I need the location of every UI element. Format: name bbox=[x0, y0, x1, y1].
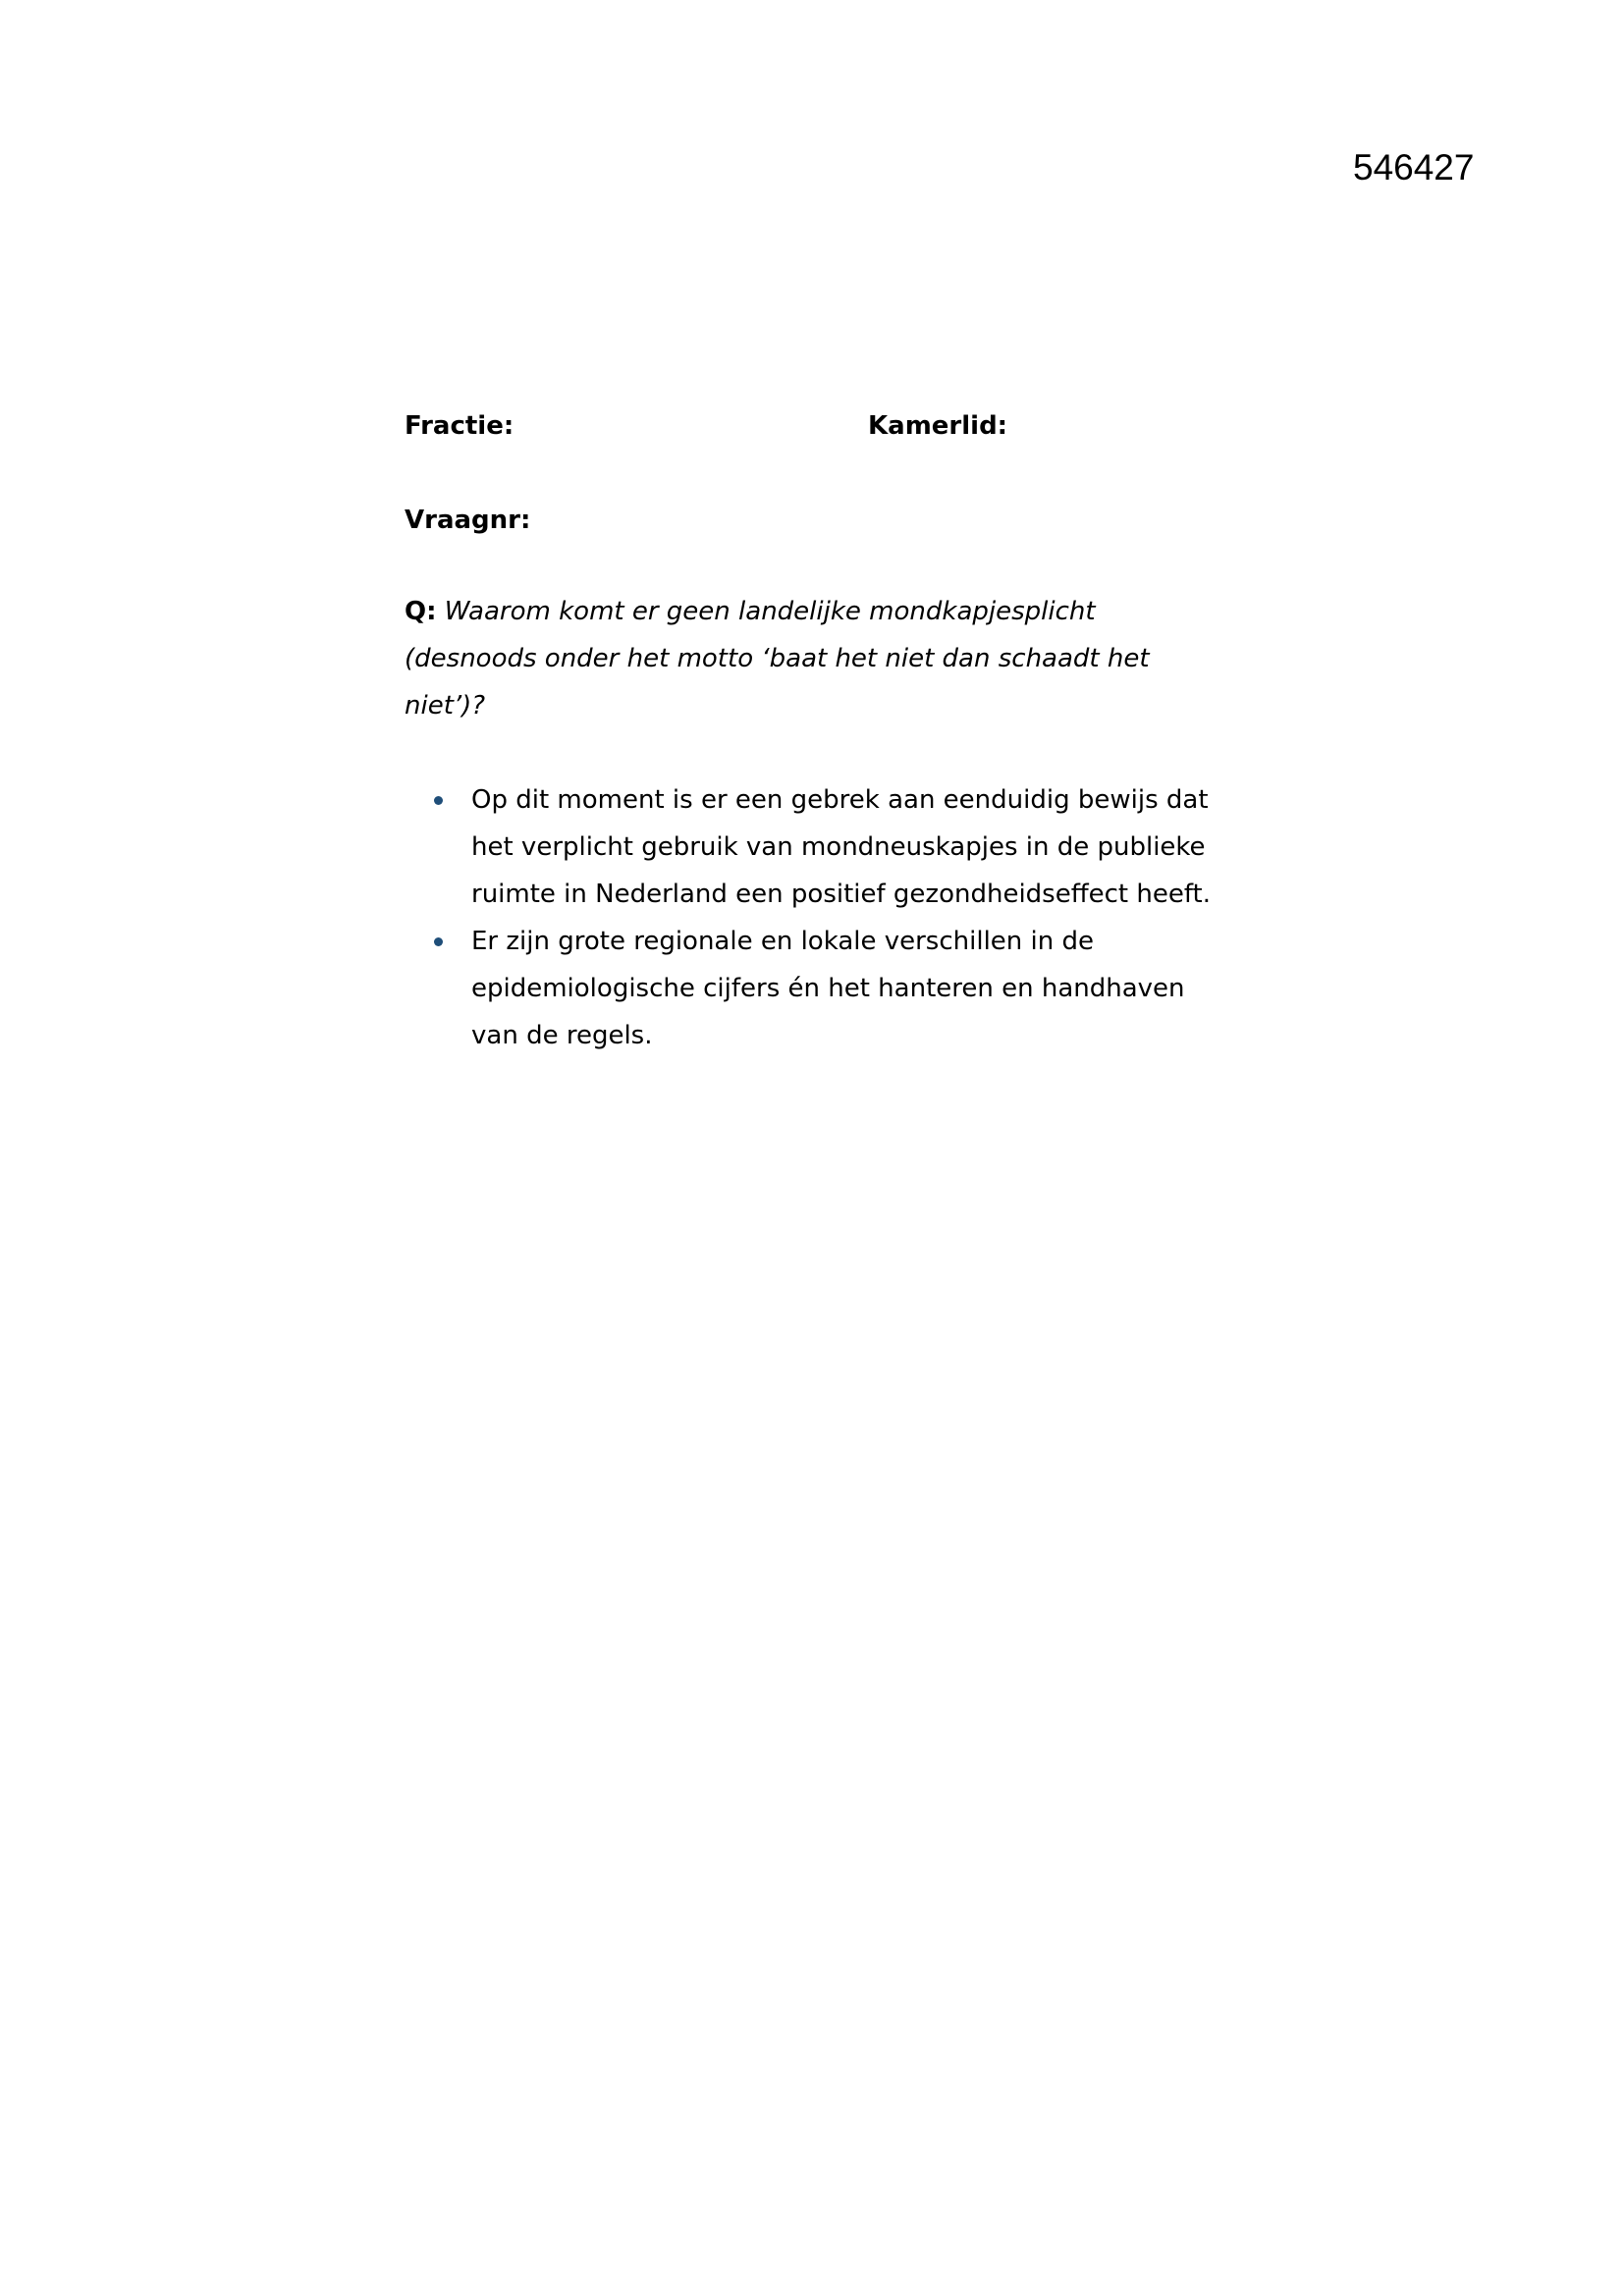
question-label: Q: bbox=[405, 597, 437, 626]
fractie-label: Fractie: bbox=[405, 411, 514, 441]
meta-row bbox=[405, 402, 1229, 450]
document-number: 546427 bbox=[1353, 147, 1475, 187]
kamerlid-label: Kamerlid: bbox=[868, 411, 1008, 441]
question-text: Waarom komt er geen landelijke mondkapjesplicht (desnoods onder het motto ‘baat het niet dan schaadt het niet’)? bbox=[405, 597, 1150, 721]
bullet-icon bbox=[434, 796, 443, 805]
bullet-icon bbox=[434, 937, 443, 946]
answer-text: Op dit moment is er een gebrek aan eenduidig bewijs dat het verplicht gebruik van mondneuskapjes in de publieke ruimte in Nederland een positief gezondheidseffect heeft. bbox=[471, 785, 1211, 909]
answer-item bbox=[405, 918, 1229, 1059]
document-body bbox=[405, 402, 1229, 1059]
question bbox=[405, 588, 1229, 729]
answer-list bbox=[405, 776, 1229, 1059]
answer-text: Er zijn grote regionale en lokale verschillen in de epidemiologische cijfers én het hanteren en handhaven van de regels. bbox=[471, 927, 1185, 1050]
vraagnr-label: Vraagnr: bbox=[405, 506, 531, 535]
answer-item bbox=[405, 776, 1229, 918]
